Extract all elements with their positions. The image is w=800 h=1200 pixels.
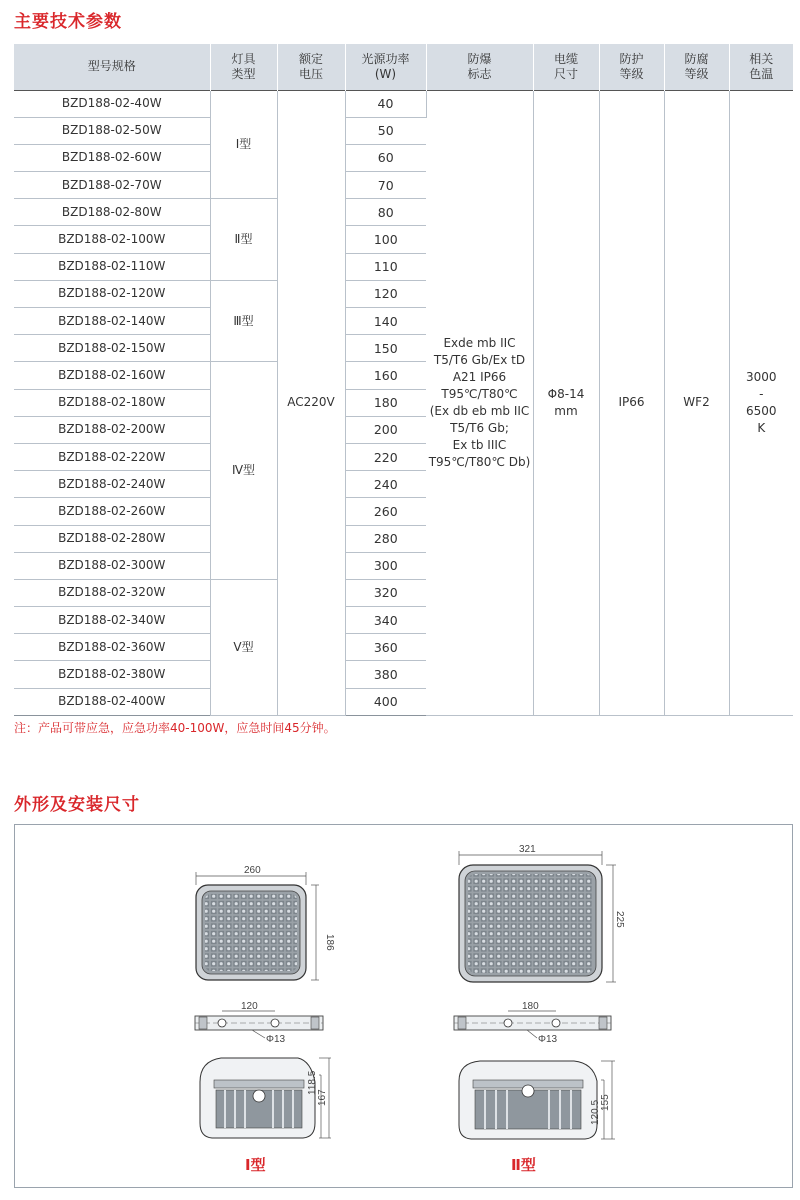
type-1-label: Ⅰ型 xyxy=(245,1156,266,1174)
model-cell: BZD188-02-280W xyxy=(14,525,210,552)
power-cell: 80 xyxy=(345,199,426,226)
voltage-cell: AC220V xyxy=(277,90,345,715)
cable-size-cell: Φ8-14 mm xyxy=(533,90,599,715)
lamp-type-cell: Ⅰ型 xyxy=(210,90,277,199)
power-cell: 110 xyxy=(345,253,426,280)
anticorrosion-cell: WF2 xyxy=(664,90,729,715)
power-cell: 380 xyxy=(345,661,426,688)
dim-side-1b: 167 xyxy=(317,1089,328,1106)
protection-cell: IP66 xyxy=(599,90,664,715)
table-header-row xyxy=(14,44,793,90)
power-cell: 400 xyxy=(345,688,426,715)
model-cell: BZD188-02-240W xyxy=(14,471,210,498)
model-cell: BZD188-02-70W xyxy=(14,172,210,199)
lamp-type-cell: Ⅳ型 xyxy=(210,362,277,580)
header-protection: 防护 等级 xyxy=(599,44,664,90)
ex-mark-cell: Exde mb IIC T5/T6 Gb/Ex tD A21 IP66 T95℃/T80℃ (Ex db eb mb IIC T5/T6 Gb; Ex tb IIIC T95℃/T80℃ Db) xyxy=(426,90,533,715)
header-lamp-type: 灯具 类型 xyxy=(210,44,277,90)
model-cell: BZD188-02-110W xyxy=(14,253,210,280)
power-cell: 340 xyxy=(345,607,426,634)
model-cell: BZD188-02-40W xyxy=(14,90,210,117)
power-cell: 50 xyxy=(345,117,426,144)
dim-side-1a: 118.5 xyxy=(307,1070,318,1095)
power-cell: 260 xyxy=(345,498,426,525)
header-voltage: 额定 电压 xyxy=(277,44,345,90)
header-anticorrosion: 防腐 等级 xyxy=(664,44,729,90)
power-cell: 180 xyxy=(345,389,426,416)
section-title-specs: 主要技术参数 xyxy=(14,12,122,32)
model-cell: BZD188-02-50W xyxy=(14,117,210,144)
lamp-type-cell: Ⅴ型 xyxy=(210,579,277,715)
table-row xyxy=(14,90,793,117)
dimension-drawing-panel xyxy=(14,824,793,1188)
model-cell: BZD188-02-220W xyxy=(14,443,210,470)
model-cell: BZD188-02-120W xyxy=(14,280,210,307)
power-cell: 220 xyxy=(345,443,426,470)
spec-table xyxy=(14,44,793,716)
dim-mount-1: 120 xyxy=(241,1001,258,1012)
dimension-drawings xyxy=(15,825,794,1189)
model-cell: BZD188-02-140W xyxy=(14,308,210,335)
power-cell: 160 xyxy=(345,362,426,389)
power-cell: 140 xyxy=(345,308,426,335)
header-ex-mark: 防爆 标志 xyxy=(426,44,533,90)
lamp-type-cell: Ⅱ型 xyxy=(210,199,277,281)
header-cable: 电缆 尺寸 xyxy=(533,44,599,90)
power-cell: 120 xyxy=(345,280,426,307)
emergency-note: 注：产品可带应急，应急功率40-100W，应急时间45分钟。 xyxy=(14,721,336,735)
model-cell: BZD188-02-100W xyxy=(14,226,210,253)
power-cell: 40 xyxy=(345,90,426,117)
header-color-temp: 相关 色温 xyxy=(729,44,793,90)
model-cell: BZD188-02-160W xyxy=(14,362,210,389)
color-temp-cell: 3000 - 6500 K xyxy=(729,90,793,715)
model-cell: BZD188-02-200W xyxy=(14,416,210,443)
power-cell: 200 xyxy=(345,416,426,443)
header-power: 光源功率 (W) xyxy=(345,44,426,90)
dim-height-2: 225 xyxy=(614,911,625,928)
dim-width-1: 260 xyxy=(244,865,261,876)
dim-mount-2: 180 xyxy=(522,1001,539,1012)
power-cell: 70 xyxy=(345,172,426,199)
lamp-type-cell: Ⅲ型 xyxy=(210,280,277,362)
model-cell: BZD188-02-80W xyxy=(14,199,210,226)
power-cell: 320 xyxy=(345,579,426,606)
model-cell: BZD188-02-340W xyxy=(14,607,210,634)
type-2-label: Ⅱ型 xyxy=(511,1156,536,1174)
model-cell: BZD188-02-150W xyxy=(14,335,210,362)
header-model: 型号规格 xyxy=(14,44,210,90)
dim-side-2a: 120.5 xyxy=(590,1099,601,1125)
power-cell: 360 xyxy=(345,634,426,661)
power-cell: 150 xyxy=(345,335,426,362)
model-cell: BZD188-02-400W xyxy=(14,688,210,715)
power-cell: 280 xyxy=(345,525,426,552)
model-cell: BZD188-02-360W xyxy=(14,634,210,661)
drawing-type-1 xyxy=(195,865,335,1138)
model-cell: BZD188-02-260W xyxy=(14,498,210,525)
dim-width-2: 321 xyxy=(519,844,536,855)
model-cell: BZD188-02-60W xyxy=(14,144,210,171)
dim-hole-1: Φ13 xyxy=(266,1034,286,1045)
power-cell: 240 xyxy=(345,471,426,498)
power-cell: 100 xyxy=(345,226,426,253)
dim-hole-2: Φ13 xyxy=(538,1034,558,1045)
section-title-dimensions: 外形及安装尺寸 xyxy=(14,795,140,815)
model-cell: BZD188-02-300W xyxy=(14,552,210,579)
power-cell: 60 xyxy=(345,144,426,171)
power-cell: 300 xyxy=(345,552,426,579)
model-cell: BZD188-02-180W xyxy=(14,389,210,416)
model-cell: BZD188-02-320W xyxy=(14,579,210,606)
dim-side-2b: 155 xyxy=(600,1094,611,1111)
dim-height-1: 186 xyxy=(324,934,335,951)
model-cell: BZD188-02-380W xyxy=(14,661,210,688)
drawing-type-2 xyxy=(454,844,625,1139)
